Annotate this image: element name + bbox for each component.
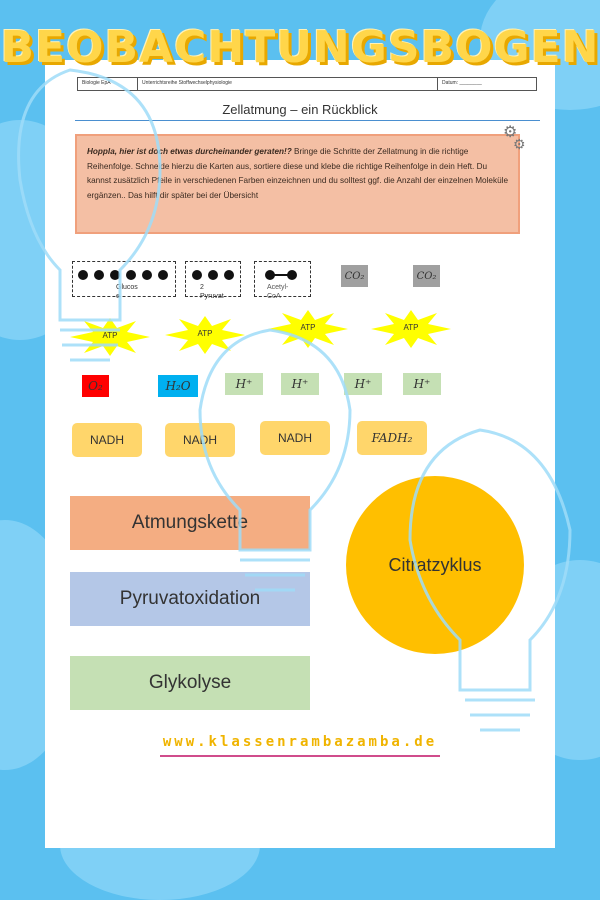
nadh-card: NADH <box>260 421 330 455</box>
stage-citratzyklus: Citratzyklus <box>346 476 524 654</box>
gear-icon: ⚙ <box>513 136 526 152</box>
glucose-label: Glucos e <box>116 284 138 300</box>
h-plus-card: H⁺ <box>344 373 382 395</box>
footer-url[interactable]: www.klassenrambazamba.de <box>162 734 438 750</box>
carbon-atom <box>158 270 168 280</box>
header-table <box>77 77 537 91</box>
carbon-atom <box>287 270 297 280</box>
h2o-card: H₂O <box>158 375 198 397</box>
atp-label: ATP <box>403 323 419 332</box>
nadh-card: NADH <box>72 423 142 457</box>
carbon-atom <box>208 270 218 280</box>
acetyl-coa-card <box>254 261 311 300</box>
atp-burst <box>70 318 150 356</box>
gear-icon: ⚙ <box>503 124 518 141</box>
carbon-atom <box>94 270 104 280</box>
pyruvate-card <box>185 261 241 300</box>
header-cell-subject: Biologie EpA <box>78 78 138 90</box>
acetyl-coa-label: Acetyl- CoA <box>267 284 289 300</box>
carbon-atom <box>192 270 202 280</box>
header-cell-unit: Unterrichtsreihe Stoffwechselphysiologie <box>138 78 438 90</box>
nadh-card: NADH <box>165 423 235 457</box>
title-underline <box>75 120 540 121</box>
pyruvate-label: 2 Pyruvat <box>200 284 224 300</box>
task-text: Bringe die Schritte der Zellatmung in die richtige Reihenfolge. Schneide hierzu die Karten aus, sortiere diese und klebe die richtige Reihenfolge in dein Heft. Du kannst zusätzlich Pfeile in verschiedenen Farben einzeichnen und du solltest ggf. die Anzahl der einzelnen Moleküle ergänzen.. Das hilft dir später bei der Übersicht <box>87 147 509 200</box>
header-cell-date: Datum: ________ <box>442 80 482 86</box>
carbon-atom <box>224 270 234 280</box>
carbon-atom <box>110 270 120 280</box>
co2-card: CO₂ <box>413 265 440 287</box>
o2-card: O₂ <box>82 375 109 397</box>
carbon-atom <box>78 270 88 280</box>
task-lead: Hoppla, hier ist doch etwas durcheinander geraten!? <box>87 147 292 156</box>
page-title: Zellatmung – ein Rückblick <box>222 102 378 117</box>
banner-title: BEOBACHTUNGSBOGEN <box>0 22 600 73</box>
task-box <box>75 134 520 234</box>
footer-underline <box>160 755 440 757</box>
atp-burst <box>371 310 451 348</box>
atp-burst <box>165 316 245 354</box>
atp-label: ATP <box>300 323 316 332</box>
h-plus-card: H⁺ <box>403 373 441 395</box>
carbon-atom <box>126 270 136 280</box>
stage-atmungskette: Atmungskette <box>70 496 310 550</box>
stage-glykolyse: Glykolyse <box>70 656 310 710</box>
glucose-card <box>72 261 176 300</box>
fadh2-card: FADH₂ <box>357 421 427 455</box>
co2-card: CO₂ <box>341 265 368 287</box>
carbon-atom <box>142 270 152 280</box>
h-plus-card: H⁺ <box>281 373 319 395</box>
atp-label: ATP <box>102 331 118 340</box>
atp-label: ATP <box>197 329 213 338</box>
atp-burst <box>268 310 348 348</box>
worksheet <box>45 60 555 848</box>
h-plus-card: H⁺ <box>225 373 263 395</box>
stage-pyruvatoxidation: Pyruvatoxidation <box>70 572 310 626</box>
